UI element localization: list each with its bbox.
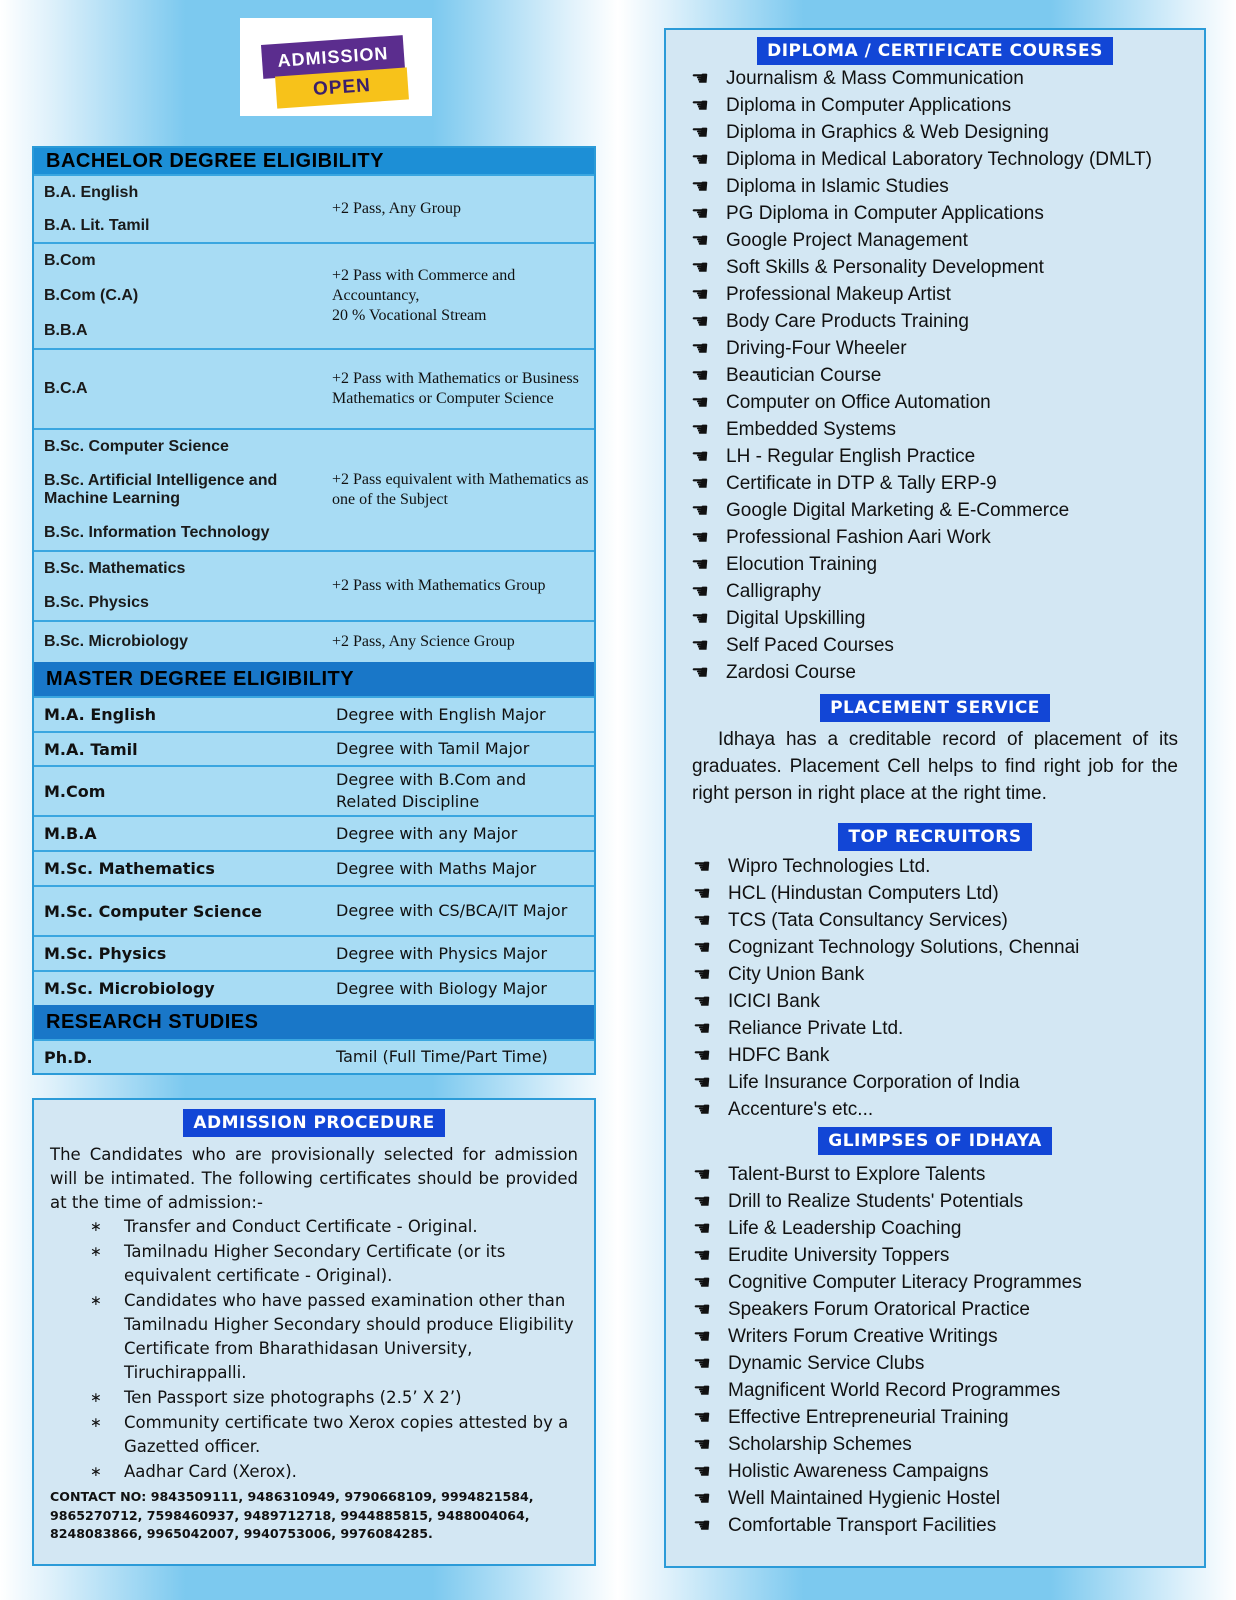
diploma-title: DIPLOMA / CERTIFICATE COURSES [757, 37, 1113, 65]
asterisk-icon: ∗ [90, 1244, 102, 1260]
list-item-text: Computer on Office Automation [726, 391, 991, 413]
hand-pointer-icon: ☚ [691, 392, 709, 414]
course-name: B.B.A [44, 321, 88, 339]
list-item-text: Professional Fashion Aari Work [726, 526, 991, 548]
list-item-text: Magnificent World Record Programmes [728, 1379, 1061, 1401]
hand-pointer-icon: ☚ [693, 1434, 711, 1456]
list-item-text: Aadhar Card (Xerox). [124, 1462, 297, 1481]
list-item [90, 1386, 578, 1410]
list-item [674, 173, 1204, 200]
list-item-text: HDFC Bank [728, 1044, 830, 1066]
list-item-text: Cognizant Technology Solutions, Chennai [728, 936, 1080, 958]
admission-procedure-box [32, 1098, 596, 1566]
list-item-text: Driving-Four Wheeler [726, 337, 907, 359]
list-item-text: Effective Entrepreneurial Training [728, 1406, 1009, 1428]
table-row [34, 174, 594, 242]
hand-pointer-icon: ☚ [691, 473, 709, 495]
table-row [34, 970, 594, 1005]
course-cell [34, 552, 324, 620]
table-row [34, 696, 594, 731]
master-heading: MASTER DEGREE ELIGIBILITY [34, 662, 594, 696]
list-item-text: Writers Forum Creative Writings [728, 1325, 998, 1347]
course-name: M.Sc. Mathematics [44, 859, 215, 878]
list-item [676, 1350, 1204, 1377]
list-item [674, 416, 1204, 443]
table-row [34, 731, 594, 765]
course-name: M.Sc. Computer Science [44, 901, 262, 921]
list-item [674, 254, 1204, 281]
hand-pointer-icon: ☚ [691, 284, 709, 306]
hand-pointer-icon: ☚ [693, 1380, 711, 1402]
list-item-text: Diploma in Medical Laboratory Technology (DMLT) [726, 148, 1152, 170]
eligibility-cell: Tamil (Full Time/Part Time) [336, 1047, 548, 1066]
list-item-text: TCS (Tata Consultancy Services) [728, 909, 1008, 931]
bachelor-heading: BACHELOR DEGREE ELIGIBILITY [34, 148, 594, 174]
list-item [674, 443, 1204, 470]
procedure-intro: The Candidates who are provisionally selected for admission will be intimated. The following certificates should be provided at the time of admission:- [50, 1145, 578, 1212]
list-item-text: Holistic Awareness Campaigns [728, 1460, 989, 1482]
table-row [34, 348, 594, 428]
list-item [676, 1377, 1204, 1404]
eligibility-cell: Degree with Physics Major [336, 943, 548, 963]
list-item [674, 632, 1204, 659]
eligibility-cell: Degree with CS/BCA/IT Major [336, 901, 568, 920]
list-item [676, 1042, 1204, 1069]
course-name: B.Sc. Computer Science [44, 438, 229, 455]
list-item-text: Accenture's etc... [728, 1098, 874, 1120]
eligibility-cell: +2 Pass with Mathematics Group [332, 577, 546, 594]
eligibility-cell: +2 Pass, Any Science Group [332, 633, 515, 650]
hand-pointer-icon: ☚ [691, 122, 709, 144]
hand-pointer-icon: ☚ [691, 608, 709, 630]
list-item [674, 119, 1204, 146]
placement-text: Idhaya has a creditable record of placement of its graduates. Placement Cell helps to find right job for the right person in right place at the right time. [692, 729, 1178, 804]
hand-pointer-icon: ☚ [693, 1299, 711, 1321]
list-item [676, 1015, 1204, 1042]
hand-pointer-icon: ☚ [691, 554, 709, 576]
hand-pointer-icon: ☚ [691, 338, 709, 360]
research-heading: RESEARCH STUDIES [34, 1005, 594, 1039]
table-row [34, 620, 594, 662]
list-item [676, 1404, 1204, 1431]
eligibility-cell: Degree with Biology Major [336, 978, 547, 998]
hand-pointer-icon: ☚ [693, 1218, 711, 1240]
diploma-list [674, 65, 1204, 686]
list-item-text: Speakers Forum Oratorical Practice [728, 1298, 1030, 1320]
list-item-text: Scholarship Schemes [728, 1433, 912, 1455]
list-item-text: Embedded Systems [726, 418, 897, 440]
list-item-text: Life & Leadership Coaching [728, 1217, 962, 1239]
hand-pointer-icon: ☚ [691, 176, 709, 198]
hand-pointer-icon: ☚ [693, 1407, 711, 1429]
list-item [674, 146, 1204, 173]
course-cell [34, 430, 324, 550]
list-item [90, 1411, 578, 1459]
hand-pointer-icon: ☚ [691, 446, 709, 468]
list-item [674, 524, 1204, 551]
hand-pointer-icon: ☚ [693, 991, 711, 1013]
list-item-text: Transfer and Conduct Certificate - Original. [124, 1217, 478, 1236]
table-row [34, 242, 594, 348]
hand-pointer-icon: ☚ [693, 1272, 711, 1294]
course-name: B.Sc. Mathematics [44, 560, 186, 577]
course-name: M.Com [44, 781, 106, 801]
list-item-text: Google Digital Marketing & E-Commerce [726, 499, 1070, 521]
list-item [90, 1460, 578, 1484]
glimpses-title: GLIMPSES OF IDHAYA [818, 1127, 1052, 1155]
course-name: B.A. English [44, 183, 139, 201]
hand-pointer-icon: ☚ [693, 1191, 711, 1213]
list-item [674, 227, 1204, 254]
list-item [674, 470, 1204, 497]
recruiters-title: TOP RECRUITORS [838, 823, 1031, 851]
hand-pointer-icon: ☚ [691, 500, 709, 522]
hand-pointer-icon: ☚ [693, 856, 711, 878]
list-item-text: Professional Makeup Artist [726, 283, 951, 305]
course-cell [34, 622, 324, 662]
asterisk-icon: ∗ [90, 1293, 102, 1309]
hand-pointer-icon: ☚ [693, 1515, 711, 1537]
table-row [34, 815, 594, 850]
list-item [674, 65, 1204, 92]
course-cell [34, 350, 324, 428]
list-item-text: HCL (Hindustan Computers Ltd) [728, 882, 999, 904]
hand-pointer-icon: ☚ [691, 257, 709, 279]
hand-pointer-icon: ☚ [691, 527, 709, 549]
list-item-text: City Union Bank [728, 963, 865, 985]
eligibility-cell: +2 Pass equivalent with Mathematics as one of the Subject [332, 471, 589, 508]
table-row [34, 550, 594, 620]
list-item-text: Zardosi Course [726, 661, 856, 683]
course-name: B.A. Lit. Tamil [44, 216, 150, 234]
course-name: M.B.A [44, 824, 97, 843]
list-item [676, 1323, 1204, 1350]
list-item-text: Community certificate two Xerox copies attested by a Gazetted officer. [124, 1413, 569, 1456]
list-item [674, 281, 1204, 308]
course-name: B.C.A [44, 380, 88, 397]
list-item [676, 880, 1204, 907]
list-item-text: Calligraphy [726, 580, 822, 602]
course-cell [34, 176, 324, 242]
eligibility-cell: +2 Pass with Mathematics or Business Mathematics or Computer Science [332, 370, 579, 407]
hand-pointer-icon: ☚ [693, 1461, 711, 1483]
list-item-text: Tamilnadu Higher Secondary Certificate (or its equivalent certificate - Original). [124, 1242, 506, 1285]
list-item-text: Diploma in Islamic Studies [726, 175, 949, 197]
list-item-text: Reliance Private Ltd. [728, 1017, 904, 1039]
list-item [676, 1512, 1204, 1539]
list-item-text: Talent-Burst to Explore Talents [728, 1163, 986, 1185]
eligibility-cell: Degree with B.Com and Related Discipline [336, 770, 527, 811]
glimpses-list [676, 1161, 1204, 1539]
list-item-text: Comfortable Transport Facilities [728, 1514, 997, 1536]
hand-pointer-icon: ☚ [691, 419, 709, 441]
procedure-title: ADMISSION PROCEDURE [183, 1109, 444, 1137]
list-item-text: Google Project Management [726, 229, 968, 251]
hand-pointer-icon: ☚ [691, 365, 709, 387]
list-item [676, 1215, 1204, 1242]
list-item-text: LH - Regular English Practice [726, 445, 976, 467]
course-name: M.Sc. Physics [44, 944, 167, 963]
list-item-text: Diploma in Computer Applications [726, 94, 1012, 116]
asterisk-icon: ∗ [90, 1415, 102, 1431]
course-name: B.Sc. Information Technology [44, 524, 270, 541]
hand-pointer-icon: ☚ [693, 1045, 711, 1067]
hand-pointer-icon: ☚ [693, 1164, 711, 1186]
list-item [674, 578, 1204, 605]
eligibility-cell: +2 Pass, Any Group [332, 200, 462, 217]
list-item [674, 335, 1204, 362]
list-item [674, 92, 1204, 119]
list-item [676, 1485, 1204, 1512]
hand-pointer-icon: ☚ [691, 662, 709, 684]
list-item [676, 1431, 1204, 1458]
list-item [676, 934, 1204, 961]
course-name: B.Com (C.A) [44, 286, 139, 304]
list-item [90, 1289, 578, 1385]
hand-pointer-icon: ☚ [691, 635, 709, 657]
list-item-text: Soft Skills & Personality Development [726, 256, 1044, 278]
list-item-text: Dynamic Service Clubs [728, 1352, 925, 1374]
hand-pointer-icon: ☚ [691, 95, 709, 117]
hand-pointer-icon: ☚ [693, 883, 711, 905]
list-item-text: PG Diploma in Computer Applications [726, 202, 1044, 224]
hand-pointer-icon: ☚ [693, 1018, 711, 1040]
list-item-text: Well Maintained Hygienic Hostel [728, 1487, 1001, 1509]
course-name: B.Sc. Physics [44, 594, 149, 611]
list-item-text: Elocution Training [726, 553, 878, 575]
list-item [90, 1240, 578, 1288]
list-item-text: Ten Passport size photographs (2.5’ X 2’) [124, 1388, 462, 1407]
hand-pointer-icon: ☚ [693, 1099, 711, 1121]
list-item-text: Body Care Products Training [726, 310, 969, 332]
table-row [34, 428, 594, 550]
recruiters-list [676, 853, 1204, 1123]
list-item [676, 1161, 1204, 1188]
hand-pointer-icon: ☚ [691, 311, 709, 333]
hand-pointer-icon: ☚ [691, 68, 709, 90]
admission-open-badge [240, 18, 432, 116]
table-row [34, 850, 594, 885]
course-name: B.Sc. Artificial Intelligence and Machine Learning [44, 472, 278, 507]
asterisk-icon: ∗ [90, 1464, 102, 1480]
course-cell [34, 244, 324, 348]
course-name: B.Com [44, 252, 96, 270]
list-item [674, 605, 1204, 632]
list-item-text: Beautician Course [726, 364, 882, 386]
table-row [34, 935, 594, 970]
hand-pointer-icon: ☚ [693, 1326, 711, 1348]
badge-line-2: OPEN [275, 67, 409, 108]
eligibility-table [32, 146, 596, 1075]
list-item [674, 308, 1204, 335]
eligibility-cell: Degree with Tamil Major [336, 739, 530, 758]
table-row [34, 765, 594, 815]
contact-numbers: CONTACT NO: 9843509111, 9486310949, 9790668109, 9994821584, 9865270712, 7598460937, 9489712718, 9944885815, 9488004064, 8248083866, 9965042007, 9940753006, 9976084285. [50, 1489, 534, 1541]
eligibility-cell: Degree with any Major [336, 823, 518, 843]
list-item [676, 961, 1204, 988]
list-item [676, 1096, 1204, 1123]
hand-pointer-icon: ☚ [691, 149, 709, 171]
list-item-text: Candidates who have passed examination other than Tamilnadu Higher Secondary should produce Eligibility Certificate from Bharathidasan University, Tiruchirappalli. [124, 1291, 574, 1382]
table-row [34, 885, 594, 935]
hand-pointer-icon: ☚ [693, 964, 711, 986]
list-item-text: ICICI Bank [728, 990, 820, 1012]
asterisk-icon: ∗ [90, 1390, 102, 1406]
course-name: B.Sc. Microbiology [44, 633, 189, 650]
course-name: Ph.D. [44, 1047, 93, 1067]
list-item [676, 988, 1204, 1015]
hand-pointer-icon: ☚ [691, 230, 709, 252]
list-item [676, 1269, 1204, 1296]
course-name: M.A. Tamil [44, 739, 138, 759]
eligibility-cell: +2 Pass with Commerce and Accountancy, 20 % Vocational Stream [332, 267, 516, 324]
placement-title: PLACEMENT SERVICE [820, 694, 1050, 722]
list-item-text: Certificate in DTP & Tally ERP-9 [726, 472, 997, 494]
procedure-list [34, 1215, 594, 1484]
list-item [676, 907, 1204, 934]
table-row [34, 1039, 594, 1073]
list-item [90, 1215, 578, 1239]
list-item [674, 389, 1204, 416]
list-item [676, 1188, 1204, 1215]
asterisk-icon: ∗ [90, 1219, 102, 1235]
hand-pointer-icon: ☚ [693, 1245, 711, 1267]
hand-pointer-icon: ☚ [693, 937, 711, 959]
course-name: M.Sc. Microbiology [44, 979, 215, 998]
badge-line-1: ADMISSION [261, 35, 405, 79]
list-item-text: Life Insurance Corporation of India [728, 1071, 1020, 1093]
list-item-text: Diploma in Graphics & Web Designing [726, 121, 1049, 143]
right-info-box [664, 28, 1206, 1568]
list-item [676, 1242, 1204, 1269]
list-item-text: Digital Upskilling [726, 607, 866, 629]
hand-pointer-icon: ☚ [691, 581, 709, 603]
hand-pointer-icon: ☚ [693, 1488, 711, 1510]
eligibility-cell: Degree with Maths Major [336, 858, 537, 878]
list-item [676, 1069, 1204, 1096]
list-item-text: Wipro Technologies Ltd. [728, 855, 931, 877]
list-item-text: Drill to Realize Students' Potentials [728, 1190, 1024, 1212]
course-name: M.A. English [44, 705, 156, 724]
hand-pointer-icon: ☚ [691, 203, 709, 225]
list-item [674, 497, 1204, 524]
list-item [676, 853, 1204, 880]
list-item [674, 362, 1204, 389]
list-item [674, 200, 1204, 227]
hand-pointer-icon: ☚ [693, 1353, 711, 1375]
list-item-text: Cognitive Computer Literacy Programmes [728, 1271, 1082, 1293]
hand-pointer-icon: ☚ [693, 1072, 711, 1094]
list-item-text: Erudite University Toppers [728, 1244, 950, 1266]
list-item [676, 1458, 1204, 1485]
list-item-text: Self Paced Courses [726, 634, 894, 656]
list-item [676, 1296, 1204, 1323]
list-item [674, 659, 1204, 686]
hand-pointer-icon: ☚ [693, 910, 711, 932]
list-item-text: Journalism & Mass Communication [726, 67, 1024, 89]
list-item [674, 551, 1204, 578]
eligibility-cell: Degree with English Major [336, 704, 546, 724]
